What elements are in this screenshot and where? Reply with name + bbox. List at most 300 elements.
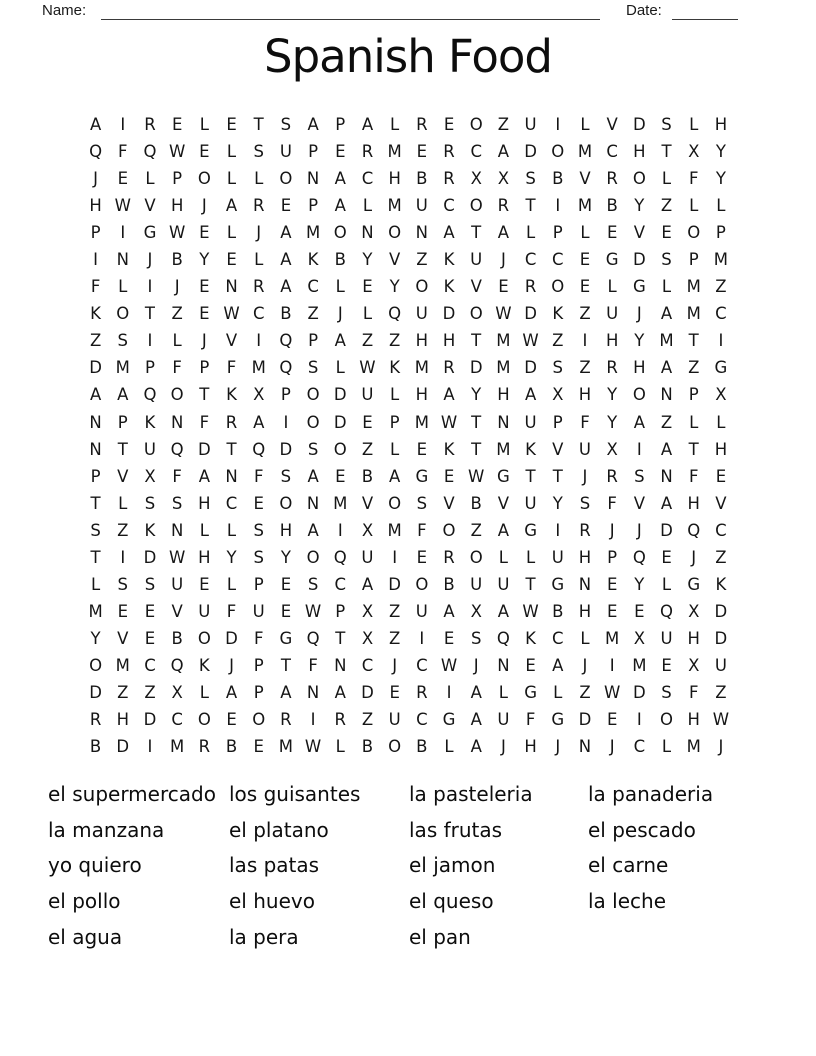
- grid-letter: B: [552, 601, 564, 621]
- grid-letter: H: [170, 196, 184, 216]
- grid-letter: X: [361, 520, 374, 540]
- grid-letter: F: [688, 466, 699, 486]
- grid-letter: T: [688, 439, 699, 459]
- grid-letter: W: [168, 547, 186, 567]
- grid-letter: S: [470, 628, 482, 648]
- grid-letter: J: [201, 331, 207, 351]
- grid-letter: D: [714, 628, 728, 648]
- grid-letter: J: [500, 250, 506, 270]
- grid-letter: Z: [117, 520, 129, 540]
- grid-letter: E: [335, 142, 346, 162]
- grid-letter: T: [471, 331, 482, 351]
- grid-letter: M: [659, 331, 674, 351]
- grid-letter: Q: [496, 628, 510, 648]
- grid-letter: Q: [333, 547, 347, 567]
- grid-letter: M: [632, 655, 647, 675]
- grid-letter: P: [253, 683, 264, 702]
- grid-letter: J: [636, 304, 642, 324]
- grid-letter: S: [661, 115, 672, 135]
- grid-letter: Z: [660, 196, 673, 216]
- grid-letter: S: [552, 358, 564, 378]
- grid-letter: Z: [361, 331, 374, 351]
- grid-letter: D: [279, 439, 293, 459]
- grid-letter: P: [688, 250, 699, 270]
- grid-letter: H: [198, 547, 211, 567]
- word-bank-item: el jamon: [409, 853, 496, 878]
- grid-letter: K: [525, 439, 536, 459]
- grid-letter: J: [174, 277, 180, 297]
- grid-letter: L: [118, 277, 128, 297]
- grid-letter: O: [306, 385, 320, 405]
- grid-letter: U: [660, 628, 673, 648]
- grid-letter: Y: [607, 412, 618, 432]
- grid-letter: U: [606, 304, 619, 324]
- grid-letter: R: [443, 169, 455, 189]
- grid-letter: P: [335, 601, 346, 621]
- grid-letter: L: [716, 412, 726, 432]
- grid-letter: F: [688, 169, 699, 189]
- grid-letter: U: [415, 601, 428, 621]
- grid-letter: S: [579, 493, 591, 513]
- grid-letter: E: [199, 574, 210, 594]
- grid-letter: E: [606, 601, 618, 621]
- grid-letter: J: [718, 737, 724, 757]
- grid-letter: F: [688, 683, 699, 702]
- grid-letter: L: [689, 115, 699, 135]
- grid-letter: M: [713, 250, 729, 270]
- grid-letter: O: [415, 277, 429, 297]
- grid-letter: A: [497, 142, 510, 162]
- grid-letter: L: [580, 223, 590, 243]
- grid-letter: D: [524, 358, 537, 378]
- grid-letter: I: [120, 223, 126, 243]
- grid-letter: K: [443, 277, 455, 297]
- grid-letter: C: [144, 655, 156, 675]
- grid-letter: L: [226, 169, 237, 189]
- grid-letter: H: [198, 493, 211, 513]
- grid-letter: O: [469, 115, 483, 135]
- grid-letter: A: [117, 385, 129, 405]
- grid-letter: D: [524, 304, 537, 324]
- grid-letter: Y: [715, 169, 726, 189]
- grid-letter: L: [254, 169, 264, 189]
- grid-letter: P: [308, 331, 319, 351]
- grid-letter: F: [308, 655, 318, 675]
- grid-letter: F: [253, 628, 264, 648]
- grid-letter: F: [525, 710, 536, 730]
- grid-letter: E: [199, 142, 210, 162]
- grid-letter: R: [443, 547, 455, 567]
- grid-letter: B: [334, 250, 346, 270]
- word-bank-item: la panaderia: [588, 782, 714, 806]
- grid-letter: Z: [389, 331, 401, 351]
- grid-letter: N: [306, 169, 320, 189]
- grid-letter: A: [361, 115, 374, 135]
- grid-letter: N: [578, 574, 592, 594]
- grid-letter: E: [634, 601, 645, 621]
- grid-letter: Z: [552, 331, 564, 351]
- grid-letter: L: [199, 115, 209, 135]
- grid-letter: O: [632, 169, 646, 189]
- grid-letter: A: [334, 683, 346, 702]
- grid-letter: O: [197, 710, 211, 730]
- grid-letter: E: [117, 601, 128, 621]
- grid-letter: V: [144, 196, 156, 216]
- grid-letter: A: [497, 223, 510, 243]
- grid-letter: M: [251, 358, 266, 378]
- grid-letter: K: [715, 574, 727, 594]
- grid-letter: S: [171, 493, 183, 513]
- grid-letter: E: [606, 574, 618, 594]
- grid-letter: K: [552, 304, 564, 324]
- grid-letter: S: [416, 493, 428, 513]
- grid-letter: L: [689, 412, 699, 432]
- grid-letter: E: [661, 655, 672, 675]
- grid-letter: Z: [579, 683, 591, 702]
- grid-letter: V: [443, 493, 455, 513]
- grid-letter: B: [470, 493, 482, 513]
- grid-letter: U: [252, 601, 265, 621]
- grid-letter: G: [524, 683, 537, 702]
- grid-letter: X: [688, 655, 700, 675]
- grid-letter: B: [89, 737, 102, 757]
- grid-letter: N: [225, 277, 238, 297]
- grid-letter: M: [686, 304, 701, 324]
- grid-letter: H: [497, 385, 510, 405]
- grid-letter: U: [470, 250, 483, 270]
- grid-letter: E: [715, 466, 727, 486]
- grid-letter: E: [362, 277, 373, 297]
- grid-letter: C: [443, 196, 455, 216]
- grid-letter: T: [688, 331, 699, 351]
- grid-letter: O: [469, 547, 483, 567]
- grid-letter: H: [415, 385, 429, 405]
- grid-letter: Q: [143, 385, 157, 405]
- grid-letter: D: [524, 142, 537, 162]
- grid-letter: P: [90, 223, 101, 243]
- grid-letter: O: [660, 710, 674, 730]
- grid-letter: Z: [715, 683, 727, 702]
- grid-letter: J: [609, 737, 615, 757]
- grid-letter: X: [361, 601, 374, 621]
- grid-letter: T: [335, 628, 346, 648]
- grid-letter: R: [579, 520, 591, 540]
- grid-letter: I: [555, 115, 561, 135]
- grid-letter: G: [551, 574, 565, 594]
- grid-letter: Y: [634, 196, 645, 216]
- grid-letter: C: [715, 520, 727, 540]
- grid-letter: V: [633, 223, 645, 243]
- grid-letter: O: [89, 655, 103, 675]
- grid-letter: W: [522, 601, 539, 621]
- grid-letter: E: [362, 412, 373, 432]
- grid-letter: R: [225, 412, 238, 432]
- grid-letter: E: [226, 115, 237, 135]
- grid-letter: G: [632, 277, 646, 297]
- grid-letter: V: [497, 493, 510, 513]
- grid-letter: M: [605, 628, 620, 648]
- grid-letter: B: [225, 737, 238, 757]
- grid-letter: Y: [715, 142, 726, 162]
- grid-letter: D: [333, 412, 347, 432]
- grid-letter: L: [716, 196, 726, 216]
- grid-letter: U: [279, 142, 292, 162]
- grid-letter: Q: [170, 655, 184, 675]
- grid-letter: S: [661, 250, 672, 270]
- grid-letter: E: [525, 655, 536, 675]
- grid-letter: R: [524, 277, 537, 297]
- grid-letter: A: [497, 601, 510, 621]
- grid-letter: R: [443, 358, 455, 378]
- grid-letter: P: [117, 412, 128, 432]
- grid-letter: Y: [471, 385, 482, 405]
- word-bank: [48, 777, 769, 956]
- grid-letter: T: [471, 439, 482, 459]
- grid-letter: T: [280, 655, 291, 675]
- grid-letter: J: [609, 520, 615, 540]
- grid-letter: V: [470, 277, 482, 297]
- grid-letter: L: [553, 683, 563, 702]
- grid-letter: I: [120, 115, 126, 135]
- grid-letter: I: [419, 628, 425, 648]
- grid-letter: R: [144, 115, 156, 135]
- grid-letter: L: [335, 358, 345, 378]
- grid-letter: G: [415, 466, 429, 486]
- grid-letter: G: [497, 466, 510, 486]
- grid-letter: H: [633, 358, 646, 378]
- grid-letter: A: [633, 412, 645, 432]
- grid-letter: P: [552, 223, 563, 243]
- word-bank-item: las patas: [229, 853, 320, 878]
- grid-letter: L: [226, 223, 237, 243]
- grid-letter: R: [89, 710, 102, 730]
- grid-letter: U: [415, 196, 428, 216]
- grid-letter: D: [632, 250, 646, 270]
- grid-letter: J: [636, 520, 642, 540]
- grid-letter: M: [496, 439, 511, 459]
- grid-letter: J: [93, 169, 99, 189]
- grid-letter: H: [279, 520, 293, 540]
- grid-letter: B: [416, 169, 428, 189]
- grid-letter: E: [226, 250, 237, 270]
- grid-letter: E: [199, 223, 210, 243]
- grid-letter: S: [144, 493, 156, 513]
- grid-letter: R: [334, 710, 347, 730]
- grid-letter: T: [90, 493, 101, 513]
- grid-letter: X: [633, 628, 645, 648]
- grid-letter: A: [307, 115, 319, 135]
- grid-letter: I: [555, 520, 561, 540]
- grid-letter: G: [442, 710, 456, 730]
- grid-letter: W: [440, 655, 458, 675]
- grid-letter: F: [607, 493, 617, 513]
- grid-letter: L: [390, 439, 400, 459]
- grid-letter: W: [223, 304, 240, 324]
- grid-letter: O: [170, 385, 184, 405]
- grid-letter: A: [660, 439, 673, 459]
- grid-letter: X: [688, 142, 700, 162]
- grid-letter: C: [252, 304, 265, 324]
- grid-letter: B: [443, 574, 455, 594]
- grid-letter: Q: [279, 358, 293, 378]
- grid-letter: O: [469, 196, 483, 216]
- word-bank-item: la manzana: [48, 817, 165, 842]
- grid-letter: C: [416, 710, 428, 730]
- grid-letter: L: [607, 277, 617, 297]
- grid-letter: P: [253, 655, 264, 675]
- grid-letter: A: [334, 196, 346, 216]
- grid-letter: Z: [361, 710, 374, 730]
- grid-letter: E: [280, 601, 292, 621]
- grid-letter: O: [442, 520, 456, 540]
- grid-letter: N: [116, 250, 129, 270]
- grid-letter: M: [496, 331, 511, 351]
- grid-letter: M: [170, 737, 185, 757]
- grid-letter: V: [633, 493, 645, 513]
- grid-letter: A: [280, 250, 292, 270]
- grid-letter: K: [443, 250, 455, 270]
- grid-letter: C: [416, 655, 428, 675]
- grid-letter: J: [582, 466, 588, 486]
- grid-letter: A: [89, 385, 102, 405]
- grid-letter: C: [225, 493, 238, 513]
- grid-letter: S: [525, 169, 536, 189]
- grid-letter: E: [280, 196, 292, 216]
- grid-letter: H: [687, 710, 700, 730]
- grid-letter: I: [93, 250, 99, 270]
- grid-letter: J: [392, 655, 398, 675]
- grid-letter: J: [147, 250, 153, 270]
- grid-letter: L: [498, 683, 508, 702]
- grid-letter: D: [578, 710, 592, 730]
- grid-letter: O: [551, 142, 565, 162]
- page-title: Spanish Food: [264, 30, 552, 83]
- grid-letter: U: [714, 655, 727, 675]
- grid-letter: N: [170, 520, 184, 540]
- grid-letter: E: [199, 277, 210, 297]
- grid-letter: W: [603, 683, 621, 702]
- grid-letter: N: [306, 493, 320, 513]
- grid-letter: L: [580, 115, 590, 135]
- grid-letter: O: [469, 304, 483, 324]
- grid-letter: I: [609, 655, 615, 675]
- grid-letter: G: [279, 628, 293, 648]
- grid-letter: K: [198, 655, 210, 675]
- grid-letter: P: [308, 142, 319, 162]
- grid-letter: E: [280, 574, 292, 594]
- grid-letter: M: [387, 520, 402, 540]
- grid-letter: P: [607, 547, 618, 567]
- grid-letter: L: [362, 304, 373, 324]
- grid-letter: O: [388, 223, 402, 243]
- grid-letter: I: [446, 683, 452, 702]
- grid-letter: S: [144, 574, 156, 594]
- grid-letter: B: [361, 466, 374, 486]
- grid-letter: M: [387, 196, 402, 216]
- grid-letter: B: [280, 304, 292, 324]
- grid-letter: C: [633, 737, 646, 757]
- grid-letter: K: [307, 250, 319, 270]
- grid-letter: Z: [715, 277, 727, 297]
- grid-letter: A: [334, 169, 346, 189]
- grid-letter: T: [525, 574, 536, 594]
- grid-letter: C: [715, 304, 727, 324]
- grid-letter: U: [470, 574, 483, 594]
- word-bank-column: [409, 777, 588, 956]
- grid-letter: P: [199, 358, 210, 378]
- grid-letter: Z: [307, 304, 319, 324]
- grid-letter: Q: [279, 331, 293, 351]
- grid-letter: J: [256, 223, 262, 243]
- grid-letter: D: [469, 358, 483, 378]
- grid-letter: L: [498, 547, 508, 567]
- grid-letter: Z: [660, 412, 673, 432]
- grid-letter: Z: [171, 304, 183, 324]
- grid-letter: I: [636, 439, 642, 459]
- grid-letter: P: [335, 115, 346, 135]
- grid-letter: N: [89, 412, 102, 432]
- grid-letter: Z: [688, 358, 700, 378]
- grid-letter: C: [470, 142, 482, 162]
- grid-letter: X: [715, 385, 727, 405]
- word-bank-item: las frutas: [409, 817, 503, 842]
- grid-letter: Q: [143, 142, 157, 162]
- grid-letter: B: [552, 169, 564, 189]
- grid-letter: C: [361, 169, 374, 189]
- word-bank-item: el queso: [409, 889, 494, 914]
- grid-letter: E: [443, 628, 455, 648]
- grid-letter: U: [551, 547, 564, 567]
- grid-letter: W: [522, 331, 539, 351]
- grid-letter: H: [415, 331, 429, 351]
- grid-letter: W: [359, 358, 376, 378]
- grid-letter: A: [307, 466, 319, 486]
- grid-letter: N: [497, 655, 510, 675]
- date-label: Date:: [626, 2, 662, 19]
- grid-letter: J: [582, 655, 588, 675]
- grid-letter: S: [307, 358, 319, 378]
- grid-letter: E: [443, 466, 455, 486]
- grid-letter: X: [144, 466, 156, 486]
- grid-letter: G: [524, 520, 537, 540]
- grid-letter: S: [90, 520, 101, 540]
- grid-letter: M: [577, 196, 593, 216]
- grid-letter: R: [443, 142, 455, 162]
- grid-letter: R: [280, 710, 292, 730]
- grid-letter: S: [280, 466, 292, 486]
- grid-letter: V: [117, 628, 129, 648]
- grid-letter: Y: [634, 574, 645, 594]
- grid-letter: O: [279, 169, 293, 189]
- grid-letter: A: [253, 412, 265, 432]
- word-bank-item: el huevo: [229, 889, 315, 914]
- grid-letter: V: [579, 169, 591, 189]
- grid-letter: Z: [389, 601, 401, 621]
- grid-letter: S: [280, 115, 292, 135]
- grid-letter: M: [333, 493, 348, 513]
- grid-letter: Q: [660, 601, 674, 621]
- grid-letter: J: [555, 737, 561, 757]
- grid-letter: N: [361, 223, 374, 243]
- grid-letter: Q: [632, 547, 646, 567]
- grid-letter: F: [118, 142, 128, 162]
- grid-letter: N: [306, 683, 320, 702]
- grid-letter: L: [335, 277, 345, 297]
- grid-letter: S: [307, 574, 319, 594]
- grid-letter: W: [468, 466, 485, 486]
- word-bank-item: los guisantes: [229, 782, 361, 806]
- grid-letter: J: [229, 655, 234, 675]
